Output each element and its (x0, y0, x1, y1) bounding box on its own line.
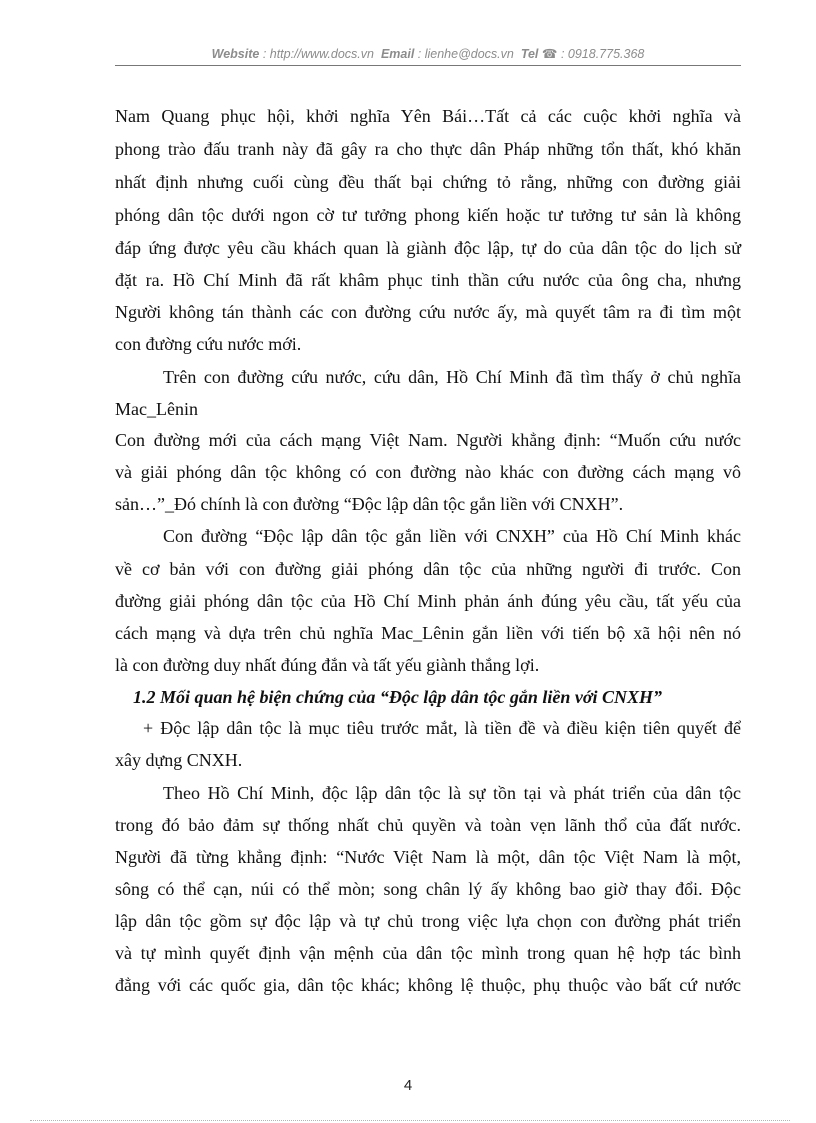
text-line: con đường cứu nước mới. (115, 334, 302, 354)
text-line: đường giải phóng dân tộc của Hồ Chí Minh phản ánh đúng yêu cầu, tất yếu của (115, 591, 741, 611)
email-label: Email (380, 47, 415, 61)
text-line: phong trào đấu tranh này đã gây ra cho thực dân Pháp những tổn thất, khó khăn (115, 139, 741, 159)
page-header (115, 46, 741, 61)
paragraph-first-line: Theo Hồ Chí Minh, độc lập dân tộc là sự tồn tại và phát triển của dân tộc (163, 783, 741, 803)
tel-value: ☎ : 0918.775.368 (541, 47, 645, 61)
text-line: đặt ra. Hồ Chí Minh đã rất khâm phục tinh thần cứu nước của ông cha, nhưng (115, 270, 741, 290)
paragraph-first-line: Trên con đường cứu nước, cứu dân, Hồ Chí Minh đã tìm thấy ở chủ nghĩa (163, 367, 741, 387)
email-value[interactable]: : lienhe@docs.vn (417, 47, 514, 61)
text-line: Người đã từng khẳng định: “Nước Việt Nam là một, dân tộc Việt Nam là một, (115, 847, 741, 867)
text-line: sông có thể cạn, núi có thể mòn; song chân lý ấy không bao giờ thay đổi. Độc (115, 879, 741, 899)
text-line: xây dựng CNXH. (115, 750, 243, 770)
text-line: và tự mình quyết định vận mệnh của dân tộc mình trong quan hệ hợp tác bình (115, 943, 741, 963)
text-line: là con đường duy nhất đúng đắn và tất yếu giành thắng lợi. (115, 655, 540, 675)
bullet-line: + Độc lập dân tộc là mục tiêu trước mắt, là tiền đề và điều kiện tiên quyết để (143, 718, 741, 738)
tel-label: Tel (520, 47, 539, 61)
text-line: cách mạng và dựa trên chủ nghĩa Mac_Lênin gắn liền với tiến bộ xã hội nên nó (115, 623, 741, 643)
text-line: và giải phóng dân tộc không có con đường nào khác con đường cách mạng vô (115, 462, 741, 482)
section-heading: 1.2 Mối quan hệ biện chứng của “Độc lập dân tộc gắn liền với CNXH” (133, 687, 662, 707)
text-line: Người không tán thành các con đường cứu nước ấy, mà quyết tâm ra đi tìm một (115, 302, 741, 322)
header-divider (115, 65, 741, 66)
website-value[interactable]: : http://www.docs.vn (262, 47, 374, 61)
paragraph-first-line: Con đường “Độc lập dân tộc gắn liền với CNXH” của Hồ Chí Minh khác (163, 526, 741, 546)
website-label: Website (211, 47, 260, 61)
text-line: về cơ bản với con đường giải phóng dân tộc của những người đi trước. Con (115, 559, 741, 579)
text-line: lập dân tộc gồm sự độc lập và tự chủ trong việc lựa chọn con đường phát triển (115, 911, 741, 931)
page-bottom-border (30, 1120, 790, 1121)
text-line: Nam Quang phục hội, khởi nghĩa Yên Bái…Tất cả các cuộc khởi nghĩa và (115, 106, 741, 126)
text-line: Con đường mới của cách mạng Việt Nam. Người khẳng định: “Muốn cứu nước (115, 430, 741, 450)
text-line: sản…”_Đó chính là con đường “Độc lập dân tộc gắn liền với CNXH”. (115, 494, 624, 514)
page-number: 4 (403, 1077, 413, 1094)
text-line: phóng dân tộc dưới ngon cờ tư tưởng phong kiến hoặc tư tưởng tư sản là không (115, 205, 741, 225)
text-line: đáp ứng được yêu cầu khách quan là giành độc lập, tự do của dân tộc do lịch sử (115, 238, 741, 258)
text-line: đẳng với các quốc gia, dân tộc khác; không lệ thuộc, phụ thuộc vào bất cứ nước (115, 975, 741, 995)
text-line: trong đó bảo đảm sự thống nhất chủ quyền và toàn vẹn lãnh thổ của đất nước. (115, 815, 741, 835)
text-line: nhất định nhưng cuối cùng đều thất bại chứng tỏ rằng, những con đường giải (115, 172, 741, 192)
text-line: Mac_Lênin (115, 399, 198, 419)
